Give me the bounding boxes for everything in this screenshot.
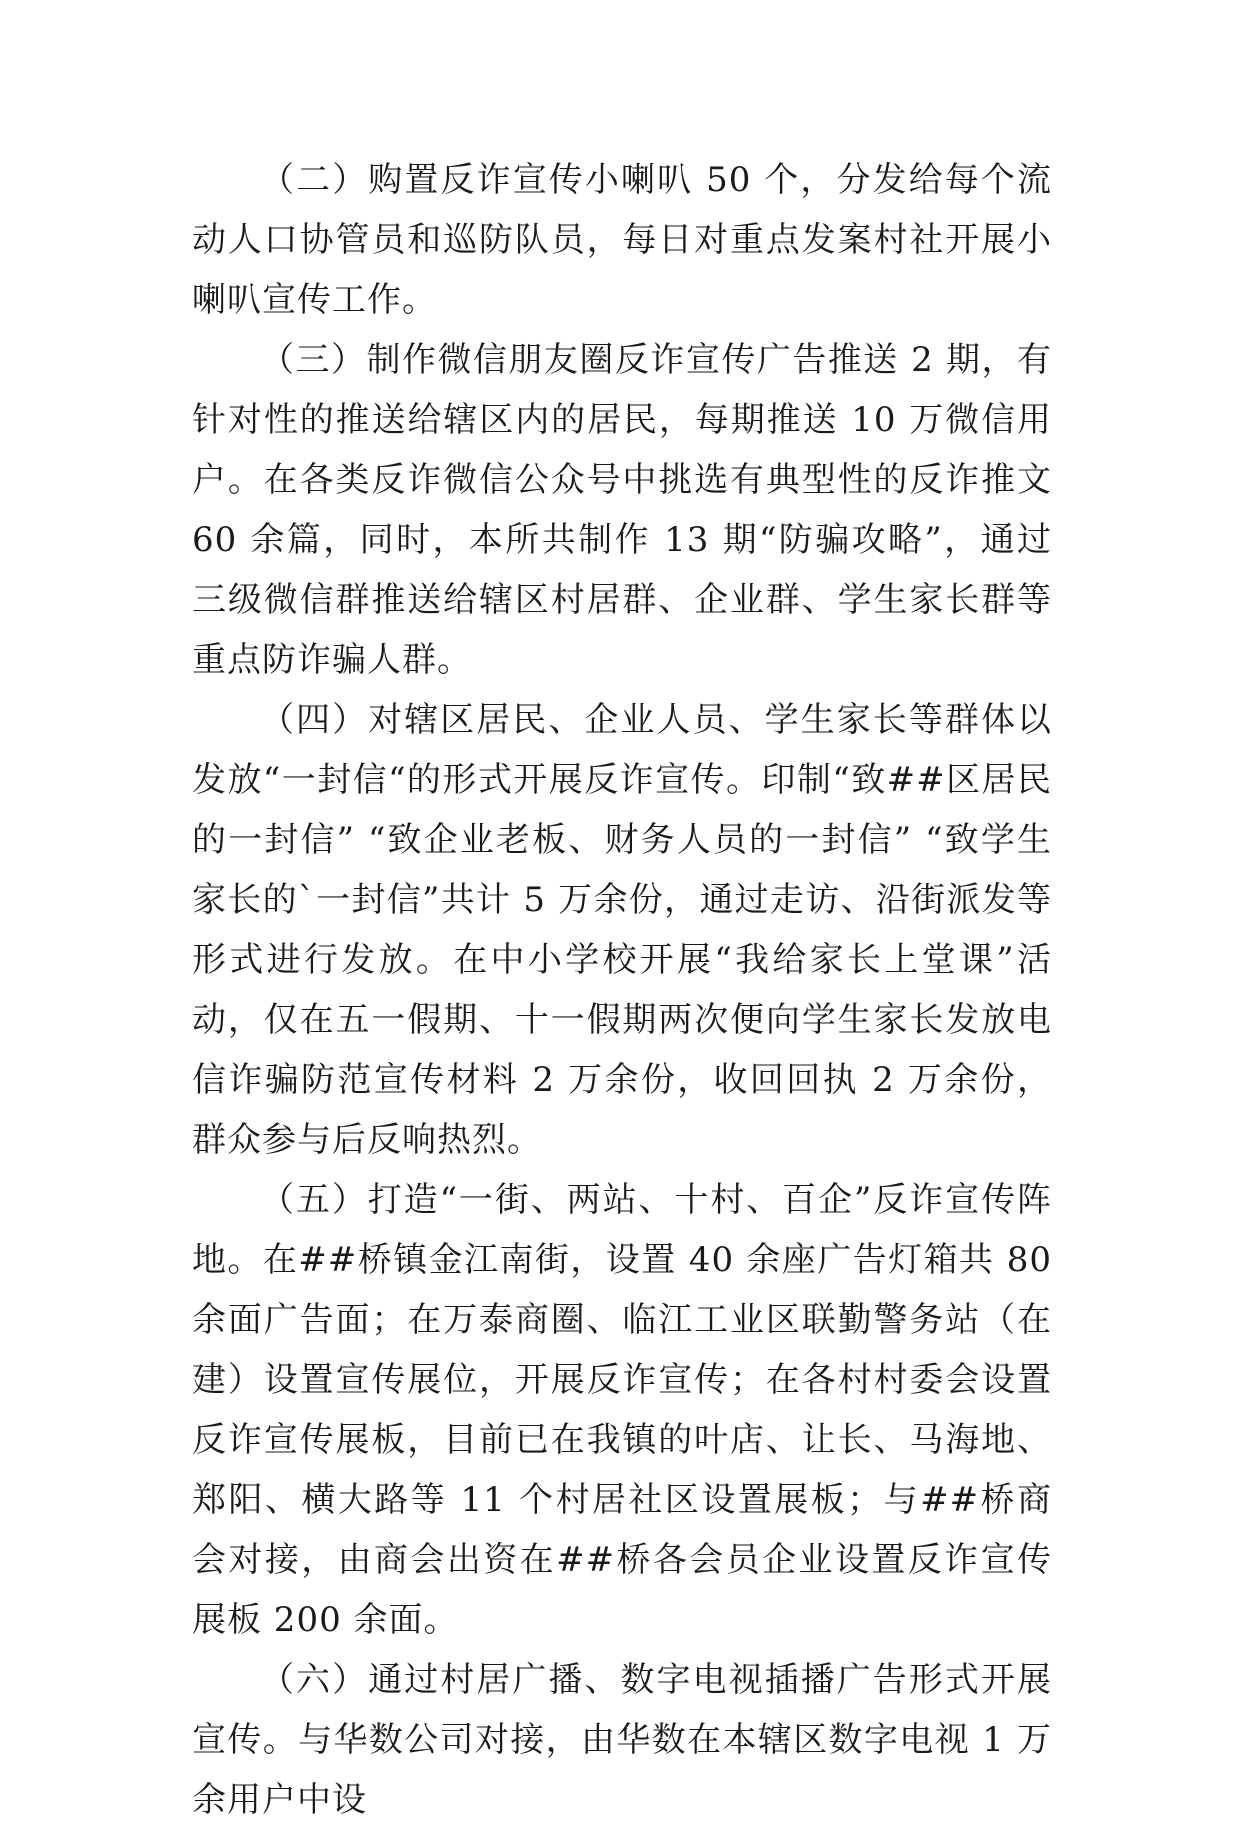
paragraph-5-publicity-sites: （五）打造“一街、两站、十村、百企”反诈宣传阵地。在##桥镇金江南街，设置 40 余座广告灯箱共 80 余面广告面；在万泰商圈、临江工业区联勤警务站（在建）设置宣传展位，开展反诈宣传；在各村村委会设置反诈宣传展板，目前已在我镇的叶店、让长、马海地、郑阳、横大路等 11 个村居社区设置展板；与##桥商会对接，由商会出资在##桥各会员企业设置反诈宣传展板 200 余面。 [192,1180,1052,1640]
paragraph-2-loudspeakers: （二）购置反诈宣传小喇叭 50 个，分发给每个流动人口协管员和巡防队员，每日对重点发案村社开展小喇叭宣传工作。 [192,160,1052,320]
document-body [192,150,1052,1830]
paragraph-3-wechat-ads: （三）制作微信朋友圈反诈宣传广告推送 2 期，有针对性的推送给辖区内的居民，每期推送 10 万微信用户。在各类反诈微信公众号中挑选有典型性的反诈推文 60 余篇，同时，本所共制作 13 期“防骗攻略”，通过三级微信群推送给辖区村居群、企业群、学生家长群等重点防诈骗人群。 [192,340,1052,680]
paragraph-6-broadcast-tv: （六）通过村居广播、数字电视插播广告形式开展宣传。与华数公司对接，由华数在本辖区数字电视 1 万余用户中设 [192,1660,1052,1820]
paragraph-4-open-letters: （四）对辖区居民、企业人员、学生家长等群体以发放“一封信“的形式开展反诈宣传。印制“致##区居民的一封信” “致企业老板、财务人员的一封信” “致学生家长的`一封信”共计 5 万余份，通过走访、沿街派发等形式进行发放。在中小学校开展“我给家长上堂课”活动，仅在五一假期、十一假期两次便向学生家长发放电信诈骗防范宣传材料 2 万余份，收回回执 2 万余份，群众参与后反响热烈。 [192,700,1052,1160]
